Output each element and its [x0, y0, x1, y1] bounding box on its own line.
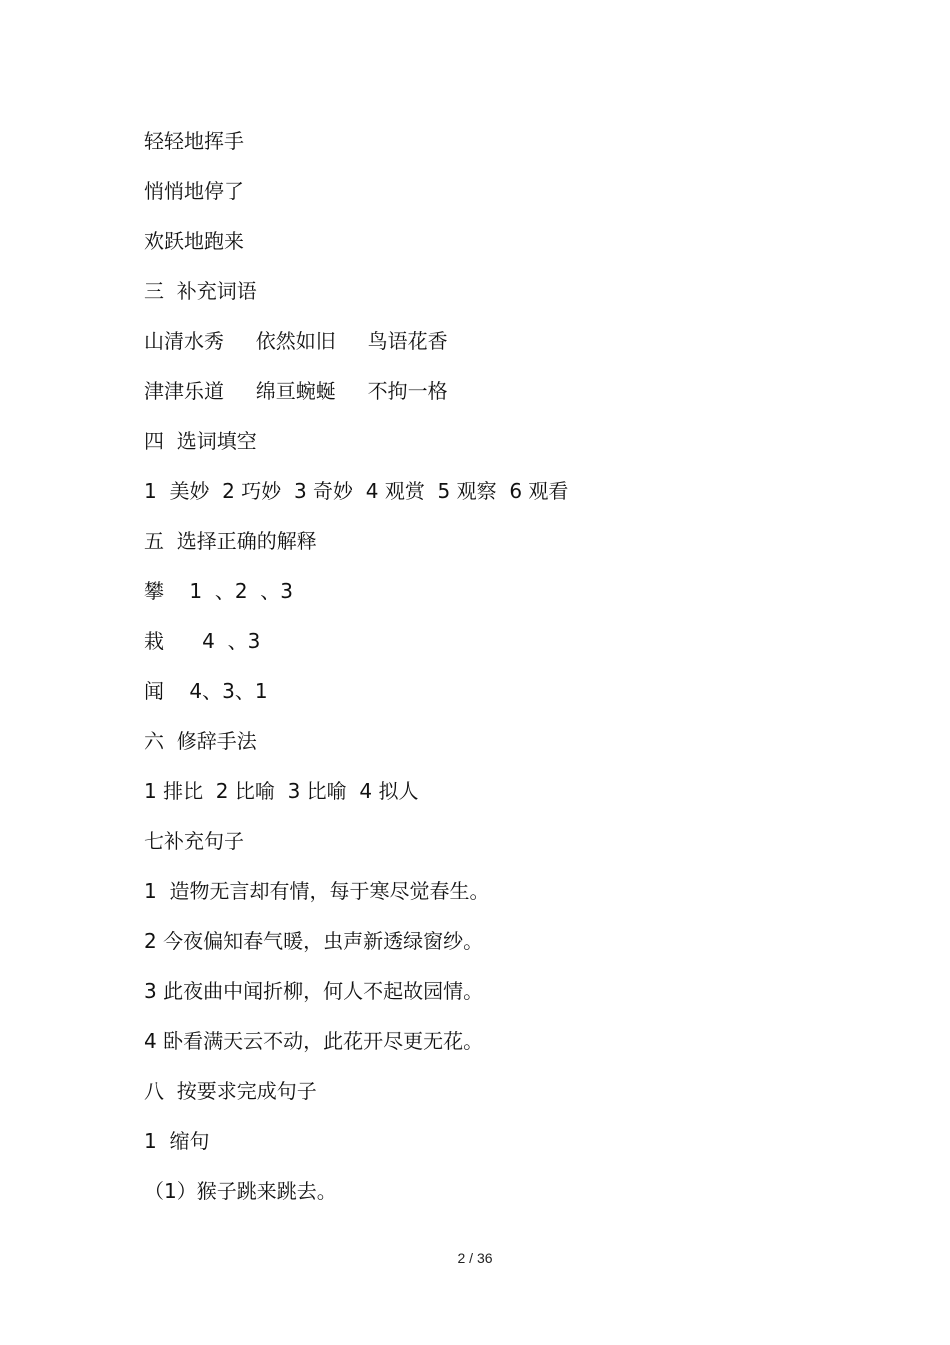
section-heading: 八 按要求完成句子 [144, 1079, 317, 1103]
text-line: 4 卧看满天云不动，此花开尽更无花。 [144, 1029, 484, 1053]
answer-content [144, 124, 844, 1224]
text-line: 1 造物无言却有情，每于寒尽觉春生。 [144, 879, 490, 903]
text-line: 轻轻地挥手 [144, 129, 244, 153]
page-number: 2 / 36 [457, 1250, 493, 1266]
text-line: 闻 4、3、1 [144, 679, 268, 703]
section-heading: 四 选词填空 [144, 429, 257, 453]
text-line: 3 此夜曲中闻折柳，何人不起故园情。 [144, 979, 484, 1003]
section-heading: 六 修辞手法 [144, 729, 257, 753]
text-line: 1 缩句 [144, 1129, 210, 1153]
text-line: 欢跃地跑来 [144, 229, 244, 253]
text-line: （1）猴子跳来跳去。 [144, 1179, 337, 1203]
text-line: 栽 4 、3 [144, 629, 261, 653]
text-line: 悄悄地停了 [144, 179, 244, 203]
section-heading: 七补充句子 [144, 829, 244, 853]
text-line: 山清水秀 依然如旧 鸟语花香 [144, 329, 448, 353]
section-heading: 三 补充词语 [144, 279, 257, 303]
section-heading: 五 选择正确的解释 [144, 529, 317, 553]
text-line: 津津乐道 绵亘蜿蜒 不拘一格 [144, 379, 448, 403]
text-line: 攀 1 、2 、3 [144, 579, 294, 603]
text-line: 1 美妙 2 巧妙 3 奇妙 4 观赏 5 观察 6 观看 [144, 479, 569, 503]
text-line: 2 今夜偏知春气暖，虫声新透绿窗纱。 [144, 929, 484, 953]
text-line: 1 排比 2 比喻 3 比喻 4 拟人 [144, 779, 419, 803]
